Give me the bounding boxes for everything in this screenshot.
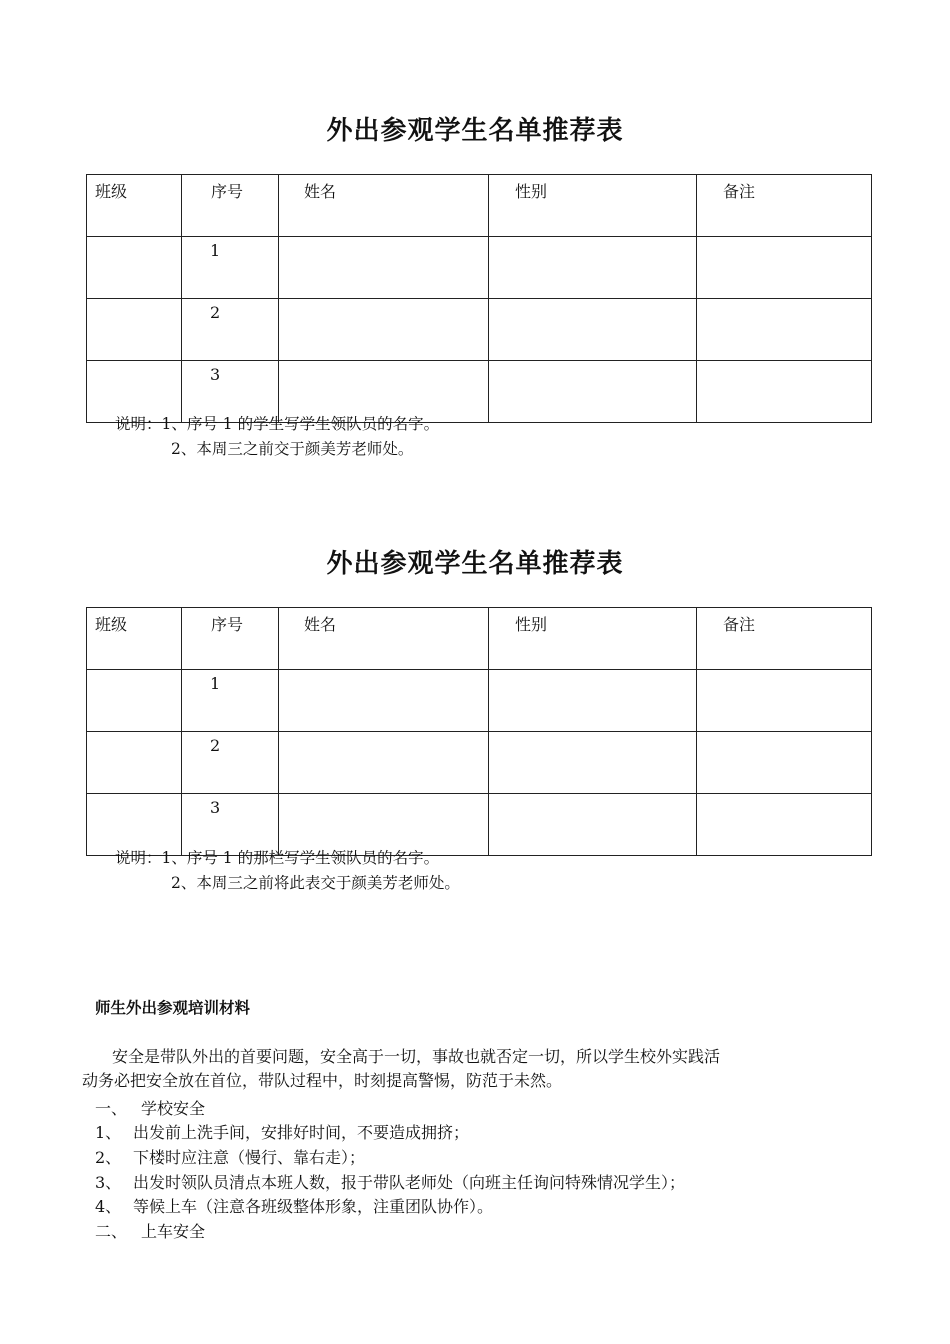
table2-note-1: 说明：1、序号 1 的那栏写学生领队员的名字。 [115,849,440,867]
cell-gender[interactable] [489,732,697,794]
item-index: 3、 [95,1173,122,1192]
list-item [95,1120,469,1143]
cell-gender[interactable] [489,670,697,732]
training-heading: 师生外出参观培训材料 [95,999,251,1017]
cell-name[interactable] [279,670,489,732]
cell-gender[interactable] [489,237,697,299]
header-remarks: 备注 [697,175,872,237]
table1-note-2: 2、本周三之前交于颜美芳老师处。 [171,440,414,458]
section-1-index: 一、 [95,1099,128,1118]
section-2-index: 二、 [95,1222,128,1241]
table1-roster [86,174,872,423]
cell-name[interactable] [279,732,489,794]
cell-number: 3 [182,794,279,856]
cell-name[interactable] [279,299,489,361]
table1-header-row [87,175,872,237]
item-index: 2、 [95,1148,122,1167]
cell-class[interactable] [87,237,182,299]
table2-header-row [87,608,872,670]
cell-number: 2 [182,299,279,361]
cell-remarks[interactable] [697,237,872,299]
list-item [95,1170,685,1193]
table-row [87,732,872,794]
table-row [87,670,872,732]
cell-class[interactable] [87,732,182,794]
cell-gender[interactable] [489,299,697,361]
table-row [87,237,872,299]
cell-remarks[interactable] [697,670,872,732]
item-text: 下楼时应注意（慢行、靠右走）； [133,1148,366,1167]
cell-class[interactable] [87,299,182,361]
header-class: 班级 [87,608,182,670]
table2-note-2: 2、本周三之前将此表交于颜美芳老师处。 [171,874,460,892]
cell-class[interactable] [87,670,182,732]
table2-title: 外出参观学生名单推荐表 [326,549,624,579]
cell-number: 1 [182,670,279,732]
training-intro [82,1045,872,1093]
table-row [87,299,872,361]
cell-name[interactable] [279,237,489,299]
item-text: 出发前上洗手间，安排好时间，不要造成拥挤； [133,1123,470,1142]
header-remarks: 备注 [697,608,872,670]
item-index: 1、 [95,1123,122,1142]
section-2 [95,1219,205,1242]
section-1-label: 学校安全 [141,1099,206,1118]
intro-line-2: 动务必把安全放在首位，带队过程中，时刻提高警惕，防范于未然。 [82,1071,563,1090]
cell-remarks[interactable] [697,361,872,423]
header-gender: 性别 [489,175,697,237]
cell-remarks[interactable] [697,794,872,856]
table2-roster [86,607,872,856]
header-gender: 性别 [489,608,697,670]
cell-number: 2 [182,732,279,794]
intro-line-1: 安全是带队外出的首要问题，安全高于一切，事故也就否定一切，所以学生校外实践活 [112,1047,721,1066]
cell-gender[interactable] [489,794,697,856]
cell-number: 1 [182,237,279,299]
table1-note-1: 说明：1、序号 1 的学生写学生领队员的名字。 [115,415,440,433]
table1-title: 外出参观学生名单推荐表 [326,116,624,146]
item-index: 4、 [95,1197,122,1216]
header-number: 序号 [182,608,279,670]
list-item [95,1194,493,1217]
item-text: 等候上车（注意各班级整体形象，注重团队协作）。 [133,1197,494,1216]
item-text: 出发时领队员清点本班人数，报于带队老师处（向班主任询问特殊情况学生）； [133,1173,686,1192]
cell-remarks[interactable] [697,732,872,794]
header-class: 班级 [87,175,182,237]
section-1 [95,1096,205,1119]
header-name: 姓名 [279,175,489,237]
cell-gender[interactable] [489,361,697,423]
header-number: 序号 [182,175,279,237]
section-2-label: 上车安全 [141,1222,206,1241]
cell-number: 3 [182,361,279,423]
header-name: 姓名 [279,608,489,670]
list-item [95,1145,365,1168]
cell-remarks[interactable] [697,299,872,361]
